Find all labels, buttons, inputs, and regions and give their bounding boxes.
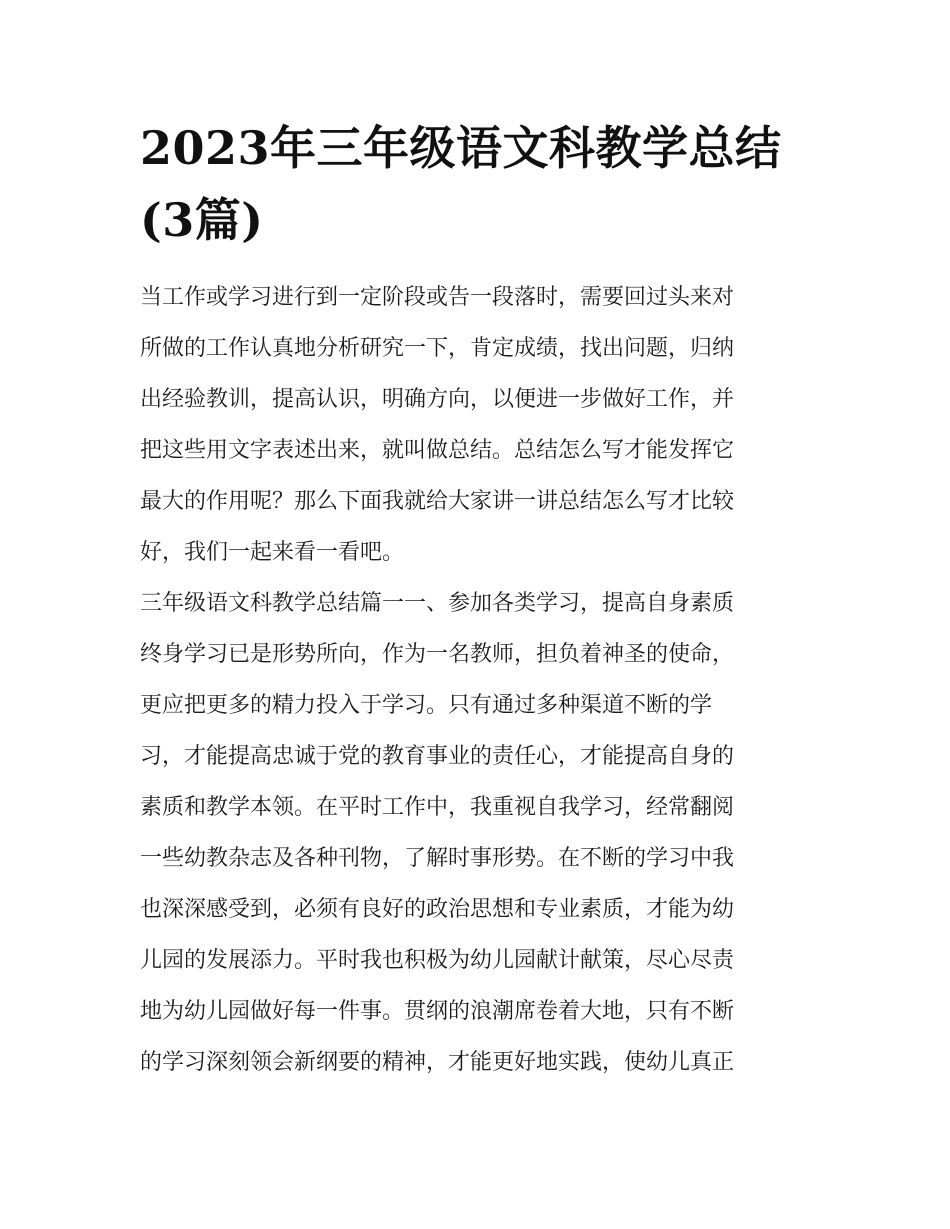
body-line: 最大的作用呢？那么下面我就给大家讲一讲总结怎么写才比较 [140,489,735,514]
document-title [140,112,812,256]
document-content [140,112,812,1088]
body-line: 素质和教学本领。在平时工作中，我重视自我学习，经常翻阅 [140,795,735,820]
body-line: 一些幼教杂志及各种刊物，了解时事形势。在不断的学习中我 [140,846,735,871]
document-body [140,272,812,1088]
body-line: 儿园的发展添力。平时我也积极为幼儿园献计献策，尽心尽责 [140,948,735,973]
body-line: 习，才能提高忠诚于党的教育事业的责任心，才能提高自身的 [140,744,735,769]
body-line: 好，我们一起来看一看吧。 [140,540,405,565]
title-line-1: 2023年三年级语文科教学总结 [140,121,782,175]
body-line: 出经验教训，提高认识，明确方向，以便进一步做好工作，并 [140,387,735,412]
body-line: 地为幼儿园做好每一件事。贯纲的浪潮席卷着大地，只有不断 [140,999,735,1024]
body-line: 所做的工作认真地分析研究一下，肯定成绩，找出问题，归纳 [140,336,735,361]
body-line: 也深深感受到，必须有良好的政治思想和专业素质，才能为幼 [140,897,735,922]
body-line: 更应把更多的精力投入于学习。只有通过多种渠道不断的学 [140,693,713,718]
title-line-2: (3篇) [140,193,264,247]
body-line: 三年级语文科教学总结篇一一、参加各类学习，提高自身素质 [140,591,735,616]
body-line: 的学习深刻领会新纲要的精神，才能更好地实践，使幼儿真正 [140,1050,735,1075]
body-line: 终身学习已是形势所向，作为一名教师，担负着神圣的使命， [140,642,735,667]
body-line: 把这些用文字表述出来，就叫做总结。总结怎么写才能发挥它 [140,438,735,463]
body-line: 当工作或学习进行到一定阶段或告一段落时，需要回过头来对 [140,285,735,310]
